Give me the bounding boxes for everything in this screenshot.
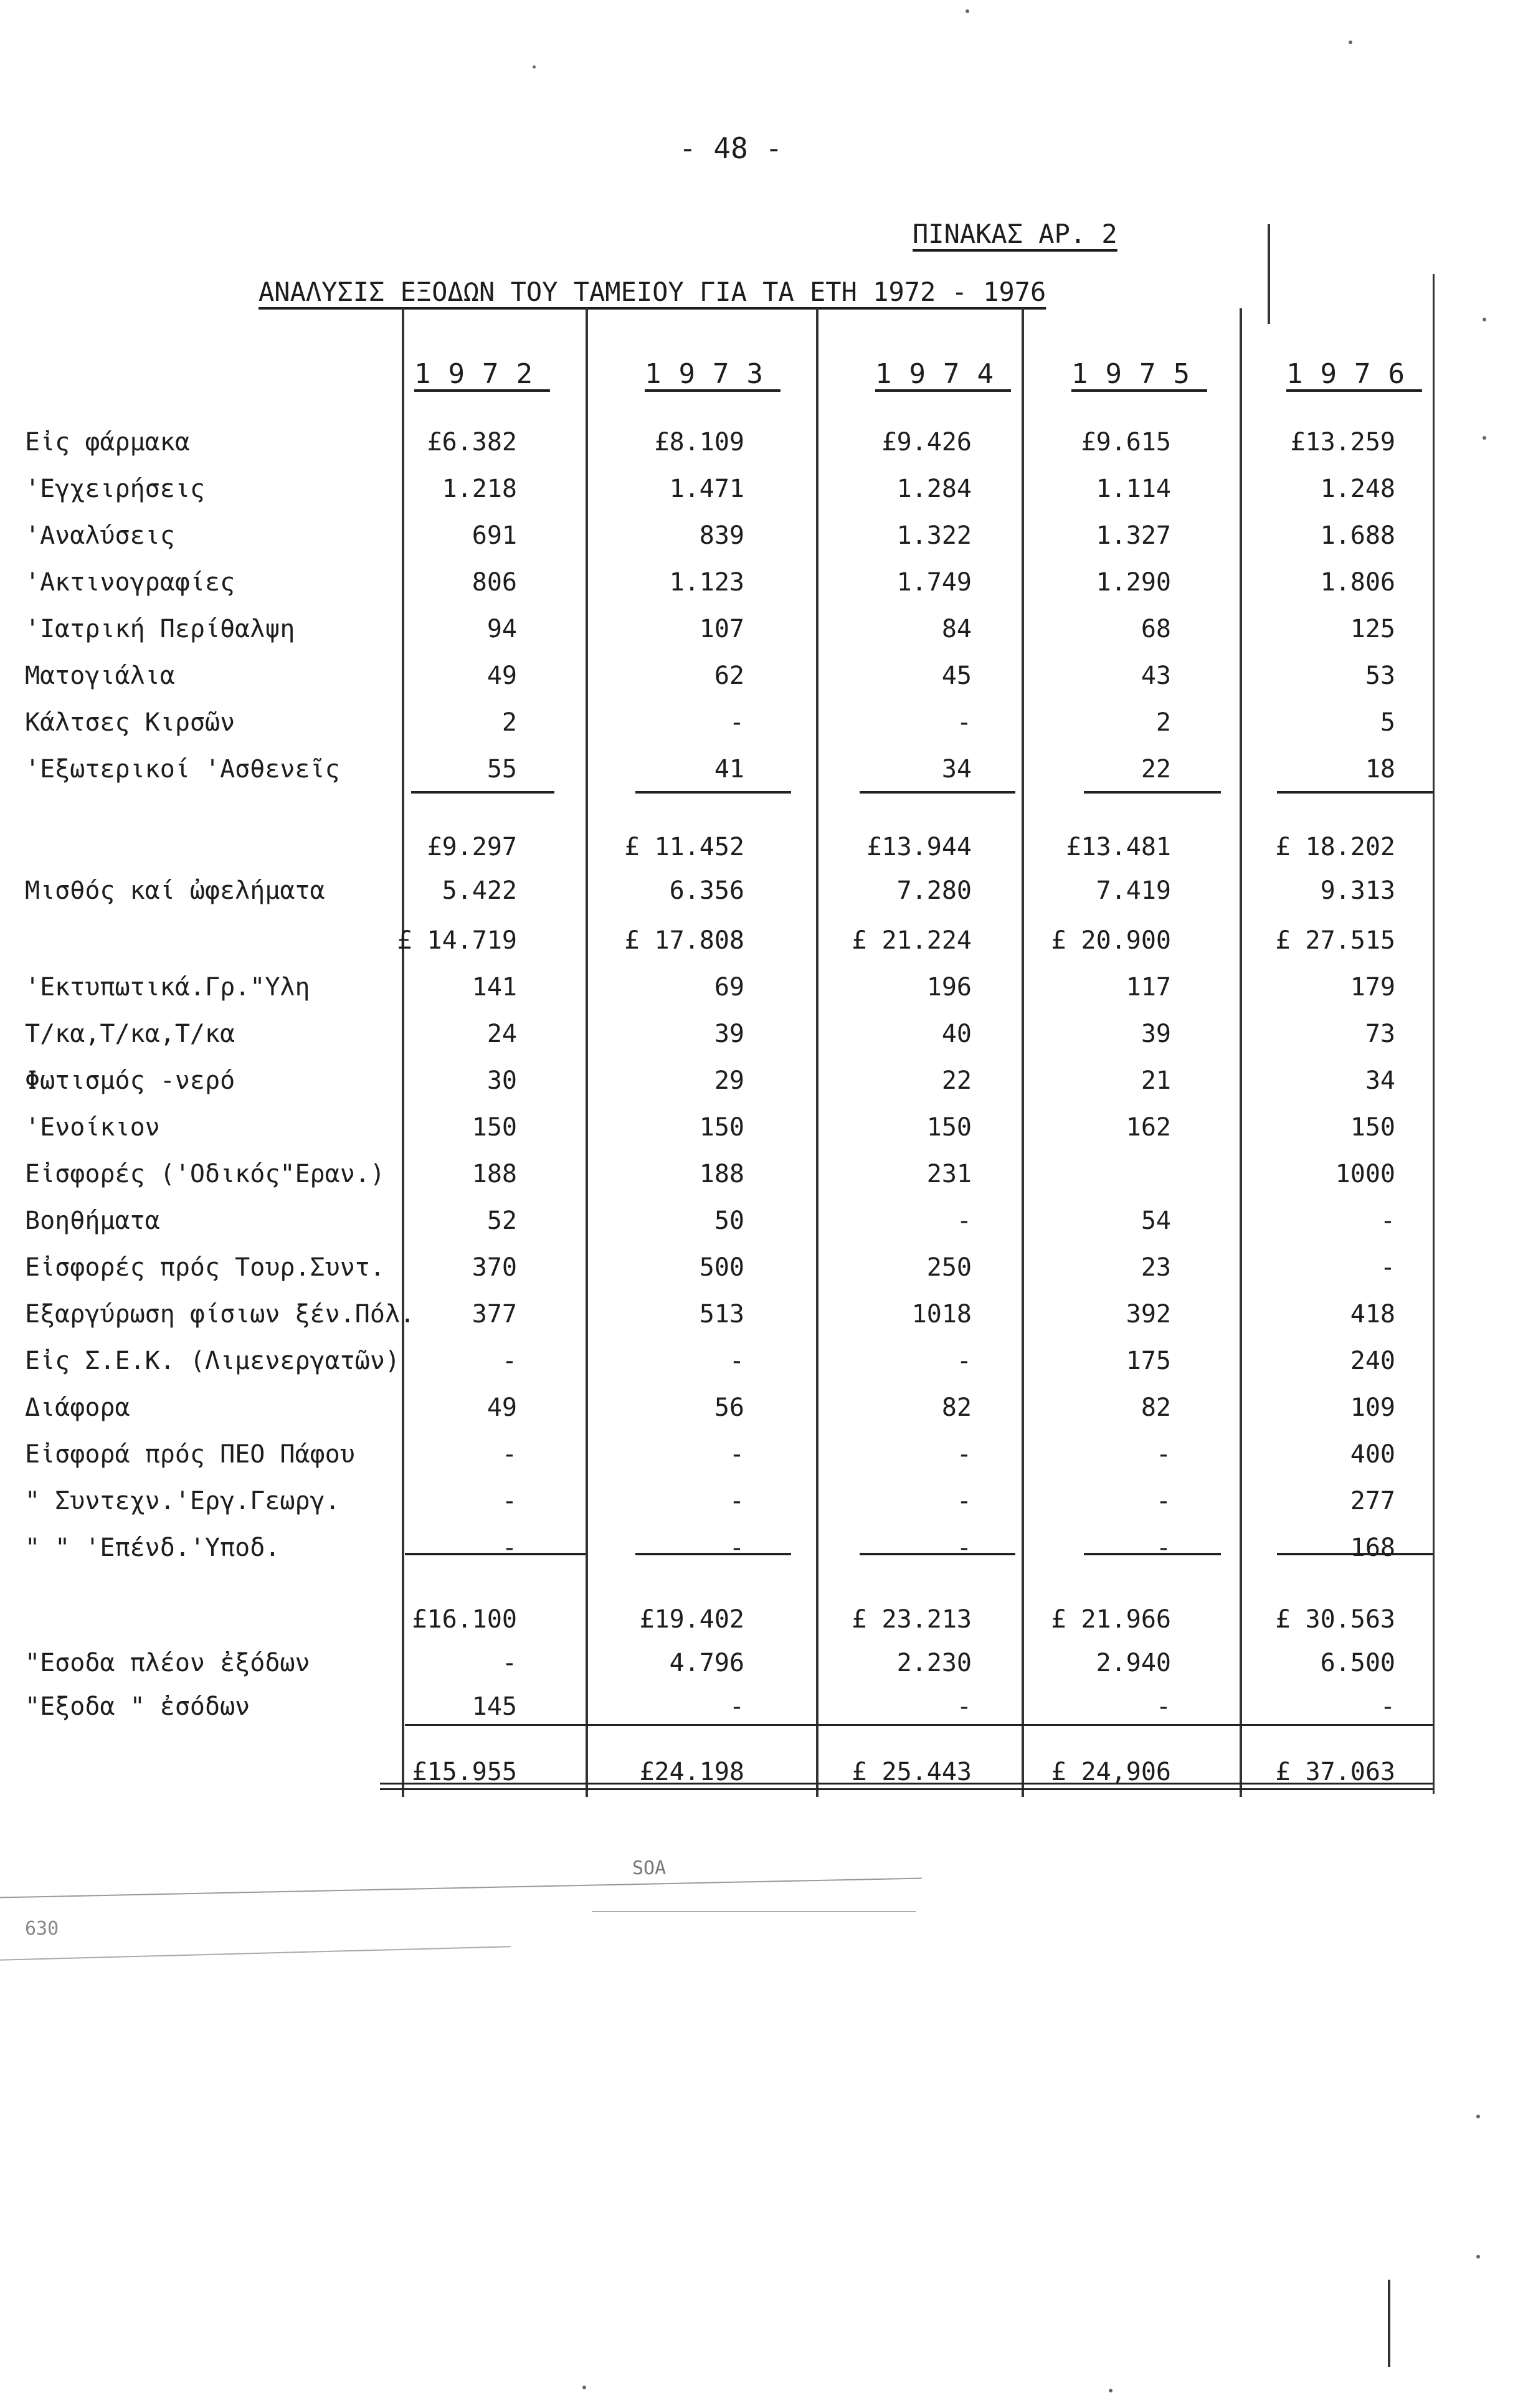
cell-1974: 40: [941, 1020, 972, 1048]
year-header-1972: 1972: [414, 358, 550, 390]
cell-1974: 2.230: [896, 1649, 972, 1677]
cell-1972: 1.218: [442, 475, 517, 503]
cell-1972: 691: [472, 521, 517, 550]
cell-1972: £15.955: [412, 1758, 517, 1786]
row-label: " Συντεχν.'Εργ.Γεωργ.: [25, 1487, 340, 1515]
cell-1975: 23: [1141, 1253, 1171, 1282]
cell-1976: -: [1380, 1253, 1395, 1282]
margin-line: [1268, 224, 1270, 324]
row-label: Εἰσφορές ('Οδικός"Εραν.): [25, 1160, 385, 1188]
subtotal-rule: [860, 1553, 1015, 1555]
cell-1972: -: [501, 1440, 517, 1469]
scan-speck: [582, 2386, 586, 2389]
cell-1972: 30: [486, 1066, 517, 1095]
cell-1972: -: [501, 1533, 517, 1562]
cell-1976: 1000: [1335, 1160, 1395, 1188]
subtotal-rule: [405, 1553, 586, 1555]
cell-1973: £ 11.452: [624, 833, 744, 861]
row-label: Μισθός καί ὠφελήματα: [25, 876, 325, 905]
scan-speck: [1483, 436, 1486, 440]
cell-1975: 22: [1141, 755, 1171, 784]
cell-1973: 56: [714, 1393, 744, 1422]
row-label: Εἰσφορά πρός ΠΕΟ Πάφου: [25, 1440, 355, 1469]
cell-1974: 231: [926, 1160, 972, 1188]
cell-1975: £13.481: [1066, 833, 1171, 861]
cell-1972: £6.382: [427, 428, 517, 457]
row-label: 'Εξωτερικοί 'Ασθενεῖς: [25, 755, 340, 784]
cell-1973: 839: [699, 521, 744, 550]
row-label: Εἰσφορές πρός Τουρ.Συντ.: [25, 1253, 385, 1282]
cell-1973: 188: [699, 1160, 744, 1188]
cell-1975: 2.940: [1096, 1649, 1171, 1677]
row-label: 'Αναλύσεις: [25, 521, 175, 550]
cell-1974: 196: [926, 973, 972, 1002]
cell-1973: -: [729, 1440, 744, 1469]
scan-speck: [1349, 40, 1352, 44]
table-title: ΑΝΑΛΥΣΙΣ ΕΞΟΔΩΝ ΤΟΥ ΤΑΜΕΙΟΥ ΓΙΑ ΤΑ ΕΤΗ 1972 - 1976: [259, 277, 1046, 307]
cell-1975: 21: [1141, 1066, 1171, 1095]
cell-1976: -: [1380, 1206, 1395, 1235]
year-header-1974: 1974: [875, 358, 1011, 390]
cell-1973: 500: [699, 1253, 744, 1282]
cell-1974: -: [956, 708, 972, 737]
cell-1973: £8.109: [654, 428, 744, 457]
cell-1973: 69: [714, 973, 744, 1002]
cell-1974: -: [956, 1347, 972, 1375]
table-number: ΠΙΝΑΚΑΣ ΑΡ. 2: [913, 219, 1117, 249]
cell-1976: 9.313: [1320, 876, 1395, 905]
year-header-1973: 1973: [645, 358, 780, 390]
year-header-1975: 1975: [1071, 358, 1207, 390]
cell-1976: 73: [1365, 1020, 1395, 1048]
row-label: 'Ιατρική Περίθαλψη: [25, 615, 295, 643]
cell-1976: 400: [1350, 1440, 1395, 1469]
column-separator: [816, 308, 818, 1797]
scan-artifact-line: [0, 1946, 511, 1960]
cell-1976: 1.806: [1320, 568, 1395, 597]
cell-1973: 107: [699, 615, 744, 643]
row-label: Ματογιάλια: [25, 661, 175, 690]
cell-1973: 39: [714, 1020, 744, 1048]
subtotal-rule: [635, 1553, 791, 1555]
cell-1972: 94: [486, 615, 517, 643]
cell-1975: 1.114: [1096, 475, 1171, 503]
cell-1976: 109: [1350, 1393, 1395, 1422]
scan-speck: [1476, 2115, 1480, 2118]
cell-1975: 175: [1126, 1347, 1171, 1375]
cell-1974: 150: [926, 1113, 972, 1142]
cell-1972: 377: [472, 1300, 517, 1329]
cell-1972: 145: [472, 1692, 517, 1721]
column-separator: [1022, 308, 1024, 1797]
cell-1976: £ 18.202: [1275, 833, 1395, 861]
cell-1976: £ 27.515: [1275, 926, 1395, 955]
subtotal-rule: [635, 791, 791, 794]
row-label: 'Ενοίκιον: [25, 1113, 160, 1142]
cell-1974: 1.749: [896, 568, 972, 597]
cell-1976: 150: [1350, 1113, 1395, 1142]
cell-1972: 52: [486, 1206, 517, 1235]
cell-1972: 806: [472, 568, 517, 597]
cell-1972: 24: [486, 1020, 517, 1048]
cell-1974: 82: [941, 1393, 972, 1422]
cell-1972: £16.100: [412, 1605, 517, 1634]
cell-1973: 150: [699, 1113, 744, 1142]
cell-1976: £ 30.563: [1275, 1605, 1395, 1634]
cell-1975: 2: [1155, 708, 1171, 737]
row-label: "Εξοδα " ἐσόδων: [25, 1692, 250, 1721]
column-separator: [1240, 308, 1242, 1797]
cell-1974: £ 23.213: [852, 1605, 972, 1634]
cell-1973: -: [729, 1533, 744, 1562]
cell-1974: 1018: [911, 1300, 972, 1329]
cell-1975: £9.615: [1081, 428, 1171, 457]
cell-1976: £ 37.063: [1275, 1758, 1395, 1786]
cell-1975: -: [1155, 1440, 1171, 1469]
row-label: Διάφορα: [25, 1393, 130, 1422]
cell-1975: 1.327: [1096, 521, 1171, 550]
cell-1973: 62: [714, 661, 744, 690]
cell-1973: 41: [714, 755, 744, 784]
column-separator: [402, 308, 404, 1797]
cell-1973: 1.123: [669, 568, 744, 597]
cell-1972: 49: [486, 1393, 517, 1422]
cell-1976: £13.259: [1290, 428, 1395, 457]
row-label: 'Εγχειρήσεις: [25, 475, 205, 503]
subtotal-rule: [1084, 791, 1221, 794]
cell-1972: 141: [472, 973, 517, 1002]
subtotal-rule: [1277, 791, 1433, 794]
row-label: Εξαργύρωση φίσιων ξέν.Πόλ.: [25, 1300, 415, 1329]
cell-1972: 55: [486, 755, 517, 784]
cell-1976: 168: [1350, 1533, 1395, 1562]
scan-artifact-line: [0, 1878, 922, 1898]
row-label: Εἰς Σ.Ε.Κ. (Λιμενεργατῶν): [25, 1347, 401, 1375]
cell-1975: -: [1155, 1533, 1171, 1562]
scan-speck: [1483, 318, 1486, 321]
cell-1973: £ 17.808: [624, 926, 744, 955]
cell-1974: 250: [926, 1253, 972, 1282]
cell-1974: -: [956, 1440, 972, 1469]
cell-1972: £9.297: [427, 833, 517, 861]
scan-speck: [1476, 2255, 1480, 2259]
cell-1976: 5: [1380, 708, 1395, 737]
row-label: " " 'Επένδ.'Υποδ.: [25, 1533, 280, 1562]
row-label: Εἰς φάρμακα: [25, 428, 190, 457]
cell-1974: -: [956, 1692, 972, 1721]
cell-1973: £24.198: [639, 1758, 744, 1786]
page-number: - 48 -: [679, 131, 783, 165]
cell-1974: £13.944: [866, 833, 972, 861]
cell-1976: 6.500: [1320, 1649, 1395, 1677]
cell-1974: 1.322: [896, 521, 972, 550]
cell-1975: 68: [1141, 615, 1171, 643]
cell-1974: -: [956, 1487, 972, 1515]
cell-1973: -: [729, 1347, 744, 1375]
subtotal-rule: [860, 791, 1015, 794]
cell-1973: 513: [699, 1300, 744, 1329]
row-label: 'Ακτινογραφίες: [25, 568, 235, 597]
cell-1975: 39: [1141, 1020, 1171, 1048]
cell-1974: 22: [941, 1066, 972, 1095]
cell-1972: 49: [486, 661, 517, 690]
cell-1973: 50: [714, 1206, 744, 1235]
cell-1974: 34: [941, 755, 972, 784]
cell-1972: £ 14.719: [397, 926, 517, 955]
cell-1974: 45: [941, 661, 972, 690]
cell-1975: 54: [1141, 1206, 1171, 1235]
cell-1975: 1.290: [1096, 568, 1171, 597]
cell-1974: 1.284: [896, 475, 972, 503]
row-label: Βοηθήματα: [25, 1206, 160, 1235]
cell-1972: -: [501, 1487, 517, 1515]
cell-1972: -: [501, 1649, 517, 1677]
margin-line: [1433, 274, 1435, 1794]
cell-1973: 1.471: [669, 475, 744, 503]
cell-1974: -: [956, 1206, 972, 1235]
cell-1976: 1.248: [1320, 475, 1395, 503]
row-label: Τ/κα,Τ/κα,Τ/κα: [25, 1020, 235, 1048]
stray-text-630: 630: [25, 1918, 59, 1940]
scan-speck: [533, 65, 536, 69]
subtotal-rule: [411, 791, 554, 794]
stray-text-soa: SOA: [632, 1857, 667, 1879]
row-label: "Εσοδα πλέον ἐξόδων: [25, 1649, 310, 1677]
cell-1975: 392: [1126, 1300, 1171, 1329]
cell-1976: 18: [1365, 755, 1395, 784]
cell-1973: 4.796: [669, 1649, 744, 1677]
cell-1974: £ 25.443: [852, 1758, 972, 1786]
cell-1975: -: [1155, 1692, 1171, 1721]
column-separator: [586, 308, 588, 1797]
scan-artifact-line: [592, 1911, 916, 1912]
cell-1976: 125: [1350, 615, 1395, 643]
cell-1972: -: [501, 1347, 517, 1375]
cell-1975: 162: [1126, 1113, 1171, 1142]
cell-1975: £ 21.966: [1051, 1605, 1171, 1634]
cell-1972: 150: [472, 1113, 517, 1142]
cell-1973: -: [729, 1487, 744, 1515]
cell-1976: 277: [1350, 1487, 1395, 1515]
row-label: Κάλτσες Κιρσῶν: [25, 708, 235, 737]
cell-1972: 5.422: [442, 876, 517, 905]
cell-1973: -: [729, 1692, 744, 1721]
scan-speck: [1109, 2389, 1113, 2392]
cell-1975: 7.419: [1096, 876, 1171, 905]
cell-1975: £ 20.900: [1051, 926, 1171, 955]
year-header-1976: 1976: [1286, 358, 1422, 390]
cell-1974: 7.280: [896, 876, 972, 905]
cell-1976: 240: [1350, 1347, 1395, 1375]
row-label: Φωτισμός -νερό: [25, 1066, 235, 1095]
cell-1975: 117: [1126, 973, 1171, 1002]
cell-1974: -: [956, 1533, 972, 1562]
margin-line: [1388, 2280, 1390, 2367]
cell-1972: 2: [501, 708, 517, 737]
cell-1976: -: [1380, 1692, 1395, 1721]
cell-1973: 29: [714, 1066, 744, 1095]
subtotal-rule: [1084, 1553, 1221, 1555]
cell-1972: 188: [472, 1160, 517, 1188]
cell-1975: £ 24,906: [1051, 1758, 1171, 1786]
cell-1972: 370: [472, 1253, 517, 1282]
cell-1974: £9.426: [881, 428, 972, 457]
cell-1973: -: [729, 708, 744, 737]
row-label: 'Εκτυπωτικά.Γρ."Υλη: [25, 973, 310, 1002]
cell-1974: 84: [941, 615, 972, 643]
cell-1973: 6.356: [669, 876, 744, 905]
cell-1974: £ 21.224: [852, 926, 972, 955]
cell-1975: 82: [1141, 1393, 1171, 1422]
cell-1976: 53: [1365, 661, 1395, 690]
cell-1976: 1.688: [1320, 521, 1395, 550]
cell-1976: 418: [1350, 1300, 1395, 1329]
cell-1973: £19.402: [639, 1605, 744, 1634]
cell-1976: 179: [1350, 973, 1395, 1002]
subtotal-rule: [405, 1724, 1433, 1726]
cell-1976: 34: [1365, 1066, 1395, 1095]
cell-1975: -: [1155, 1487, 1171, 1515]
cell-1975: 43: [1141, 661, 1171, 690]
scan-speck: [966, 9, 969, 13]
